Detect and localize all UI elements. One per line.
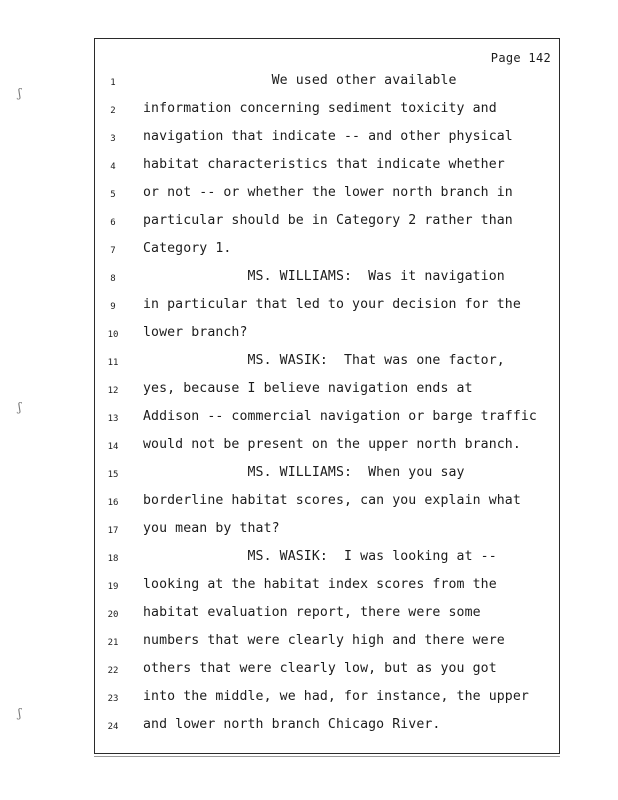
transcript-line [95,661,561,681]
line-text: Category 1. [143,241,232,256]
line-text: borderline habitat scores, can you explain what [143,493,521,508]
line-text: lower branch? [143,325,248,340]
line-number: 20 [107,610,119,620]
transcript-line [95,381,561,401]
line-number: 23 [107,694,119,704]
line-text: would not be present on the upper north branch. [143,437,521,452]
line-number: 18 [107,554,119,564]
line-text: MS. WILLIAMS: Was it navigation [143,269,505,284]
transcript-line [95,325,561,345]
line-text: looking at the habitat index scores from the [143,577,497,592]
transcript-line [95,689,561,709]
line-number: 9 [110,302,116,312]
line-number: 11 [107,358,119,368]
line-number: 8 [110,274,116,284]
margin-mark: ʃ [18,706,22,720]
line-text: MS. WASIK: I was looking at -- [143,549,497,564]
transcript-line [95,185,561,205]
transcript-line [95,73,561,93]
line-number: 3 [110,134,116,144]
line-number: 5 [110,190,116,200]
margin-mark: ʃ [18,86,22,100]
transcript-line [95,549,561,569]
line-number: 15 [107,470,119,480]
line-text: navigation that indicate -- and other physical [143,129,513,144]
line-text: others that were clearly low, but as you got [143,661,497,676]
line-number: 13 [107,414,119,424]
line-text: and lower north branch Chicago River. [143,717,441,732]
line-number: 4 [110,162,116,172]
line-text: into the middle, we had, for instance, the upper [143,689,529,704]
footer-rule [94,756,560,757]
transcript-line [95,269,561,289]
line-number: 14 [107,442,119,452]
transcript-line [95,297,561,317]
line-number: 6 [110,218,116,228]
line-number: 24 [107,722,119,732]
line-number: 2 [110,106,116,116]
line-number: 7 [110,246,116,256]
transcript-line [95,157,561,177]
line-text: yes, because I believe navigation ends at [143,381,473,396]
line-text: you mean by that? [143,521,280,536]
transcript-line [95,633,561,653]
page-number: Page 142 [490,51,551,65]
line-text: habitat characteristics that indicate whether [143,157,505,172]
line-number: 17 [107,526,119,536]
transcript-line [95,101,561,121]
transcript-line [95,353,561,373]
line-number: 21 [107,638,119,648]
transcript-line [95,241,561,261]
transcript-line [95,717,561,737]
line-text: MS. WILLIAMS: When you say [143,465,465,480]
transcript-line [95,129,561,149]
margin-mark: ʃ [18,400,22,414]
line-text: numbers that were clearly high and there were [143,633,505,648]
transcript-line [95,213,561,233]
transcript-line [95,437,561,457]
line-text: in particular that led to your decision for the [143,297,521,312]
line-number: 1 [110,78,116,88]
transcript-line [95,521,561,541]
line-number: 22 [107,666,119,676]
line-number: 10 [107,330,119,340]
transcript-line [95,409,561,429]
transcript-line [95,493,561,513]
transcript-line [95,465,561,485]
line-text: We used other available [143,73,457,88]
line-text: MS. WASIK: That was one factor, [143,353,505,368]
line-number: 19 [107,582,119,592]
line-number: 12 [107,386,119,396]
line-text: or not -- or whether the lower north branch in [143,185,513,200]
line-text: Addison -- commercial navigation or barge traffic [143,409,537,424]
transcript-page [94,38,560,754]
line-number: 16 [107,498,119,508]
transcript-line [95,577,561,597]
transcript-line [95,605,561,625]
line-text: information concerning sediment toxicity and [143,101,497,116]
line-text: particular should be in Category 2 rather than [143,213,513,228]
line-text: habitat evaluation report, there were some [143,605,481,620]
